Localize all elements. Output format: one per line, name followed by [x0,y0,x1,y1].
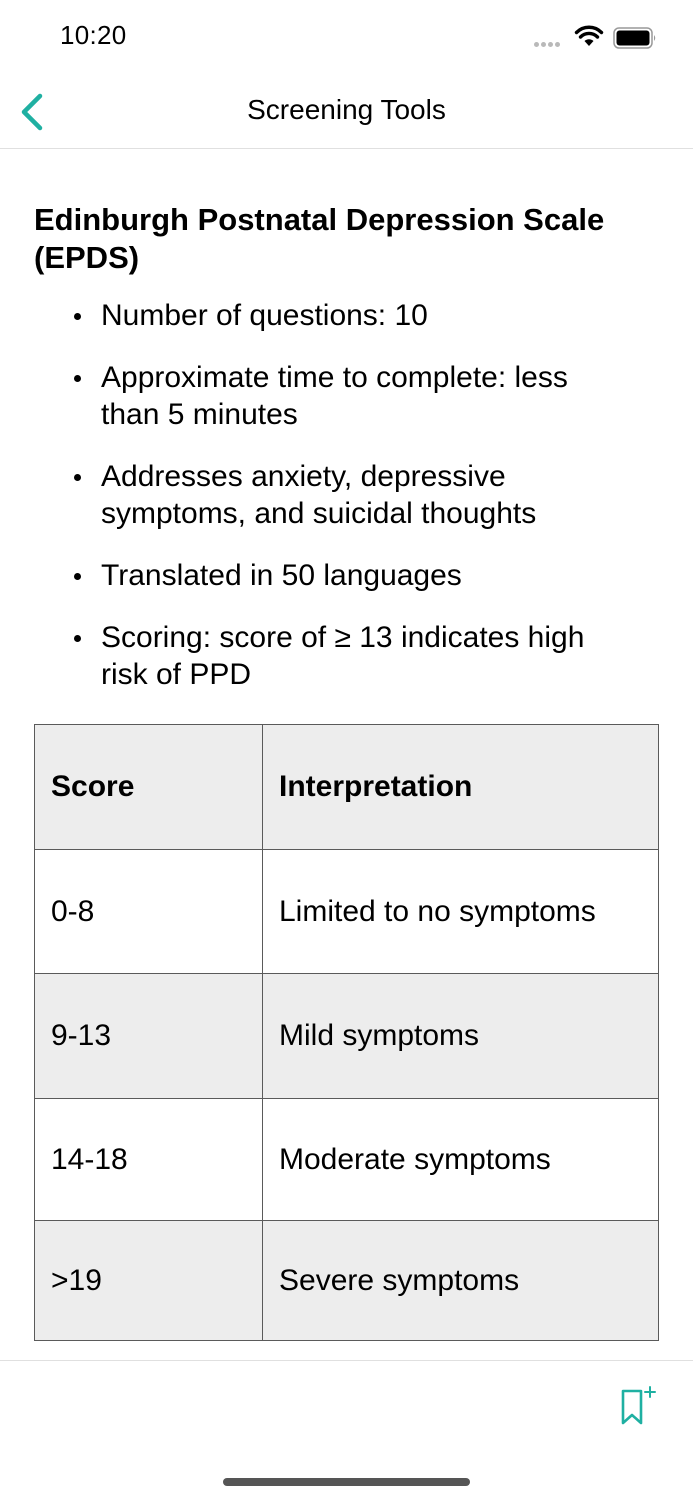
list-item [70,619,630,693]
score-cell: 14-18 [35,1099,263,1221]
list-item-text: Number of questions: 10 [101,299,428,332]
navigation-bar [0,70,693,149]
list-item-text: Scoring: score of ≥ 13 indicates high risk of PPD [101,621,585,691]
interpretation-cell: Limited to no symptoms [263,850,659,974]
interpretation-cell: Moderate symptoms [263,1099,659,1221]
table-row [35,1221,659,1341]
bullet-icon [74,375,81,382]
wifi-icon [574,24,604,48]
list-item [70,557,630,594]
score-cell: >19 [35,1221,263,1341]
score-cell: 0-8 [35,850,263,974]
score-table [34,724,659,1341]
column-header-score: Score [35,725,263,850]
list-item [70,458,630,532]
add-bookmark-button[interactable] [618,1385,658,1429]
info-list [70,297,630,718]
list-item-text: Translated in 50 languages [101,559,462,592]
list-item [70,359,630,433]
page-title: Screening Tools [247,94,446,125]
list-item-text: Addresses anxiety, depressive symptoms, and suicidal thoughts [101,460,537,530]
bullet-icon [74,573,81,580]
cellular-signal-icon [534,42,566,48]
battery-icon [613,27,657,49]
table-header-row [35,725,659,850]
score-cell: 9-13 [35,974,263,1099]
table-row [35,850,659,974]
bookmark-add-icon [618,1385,658,1429]
interpretation-cell: Severe symptoms [263,1221,659,1341]
bullet-icon [74,635,81,642]
table-row [35,974,659,1099]
list-item [70,297,630,334]
interpretation-cell: Mild symptoms [263,974,659,1099]
table-row [35,1099,659,1221]
scale-title: Edinburgh Postnatal Depression Scale (EPDS) [34,202,605,275]
home-indicator[interactable] [223,1478,470,1486]
list-item-text: Approximate time to complete: less than 5 minutes [101,361,568,431]
bullet-icon [74,474,81,481]
content [0,149,693,1359]
bottom-toolbar [0,1360,693,1501]
column-header-interpretation: Interpretation [263,725,659,850]
bullet-icon [74,313,81,320]
status-bar [0,0,693,70]
status-time: 10:20 [60,20,127,50]
